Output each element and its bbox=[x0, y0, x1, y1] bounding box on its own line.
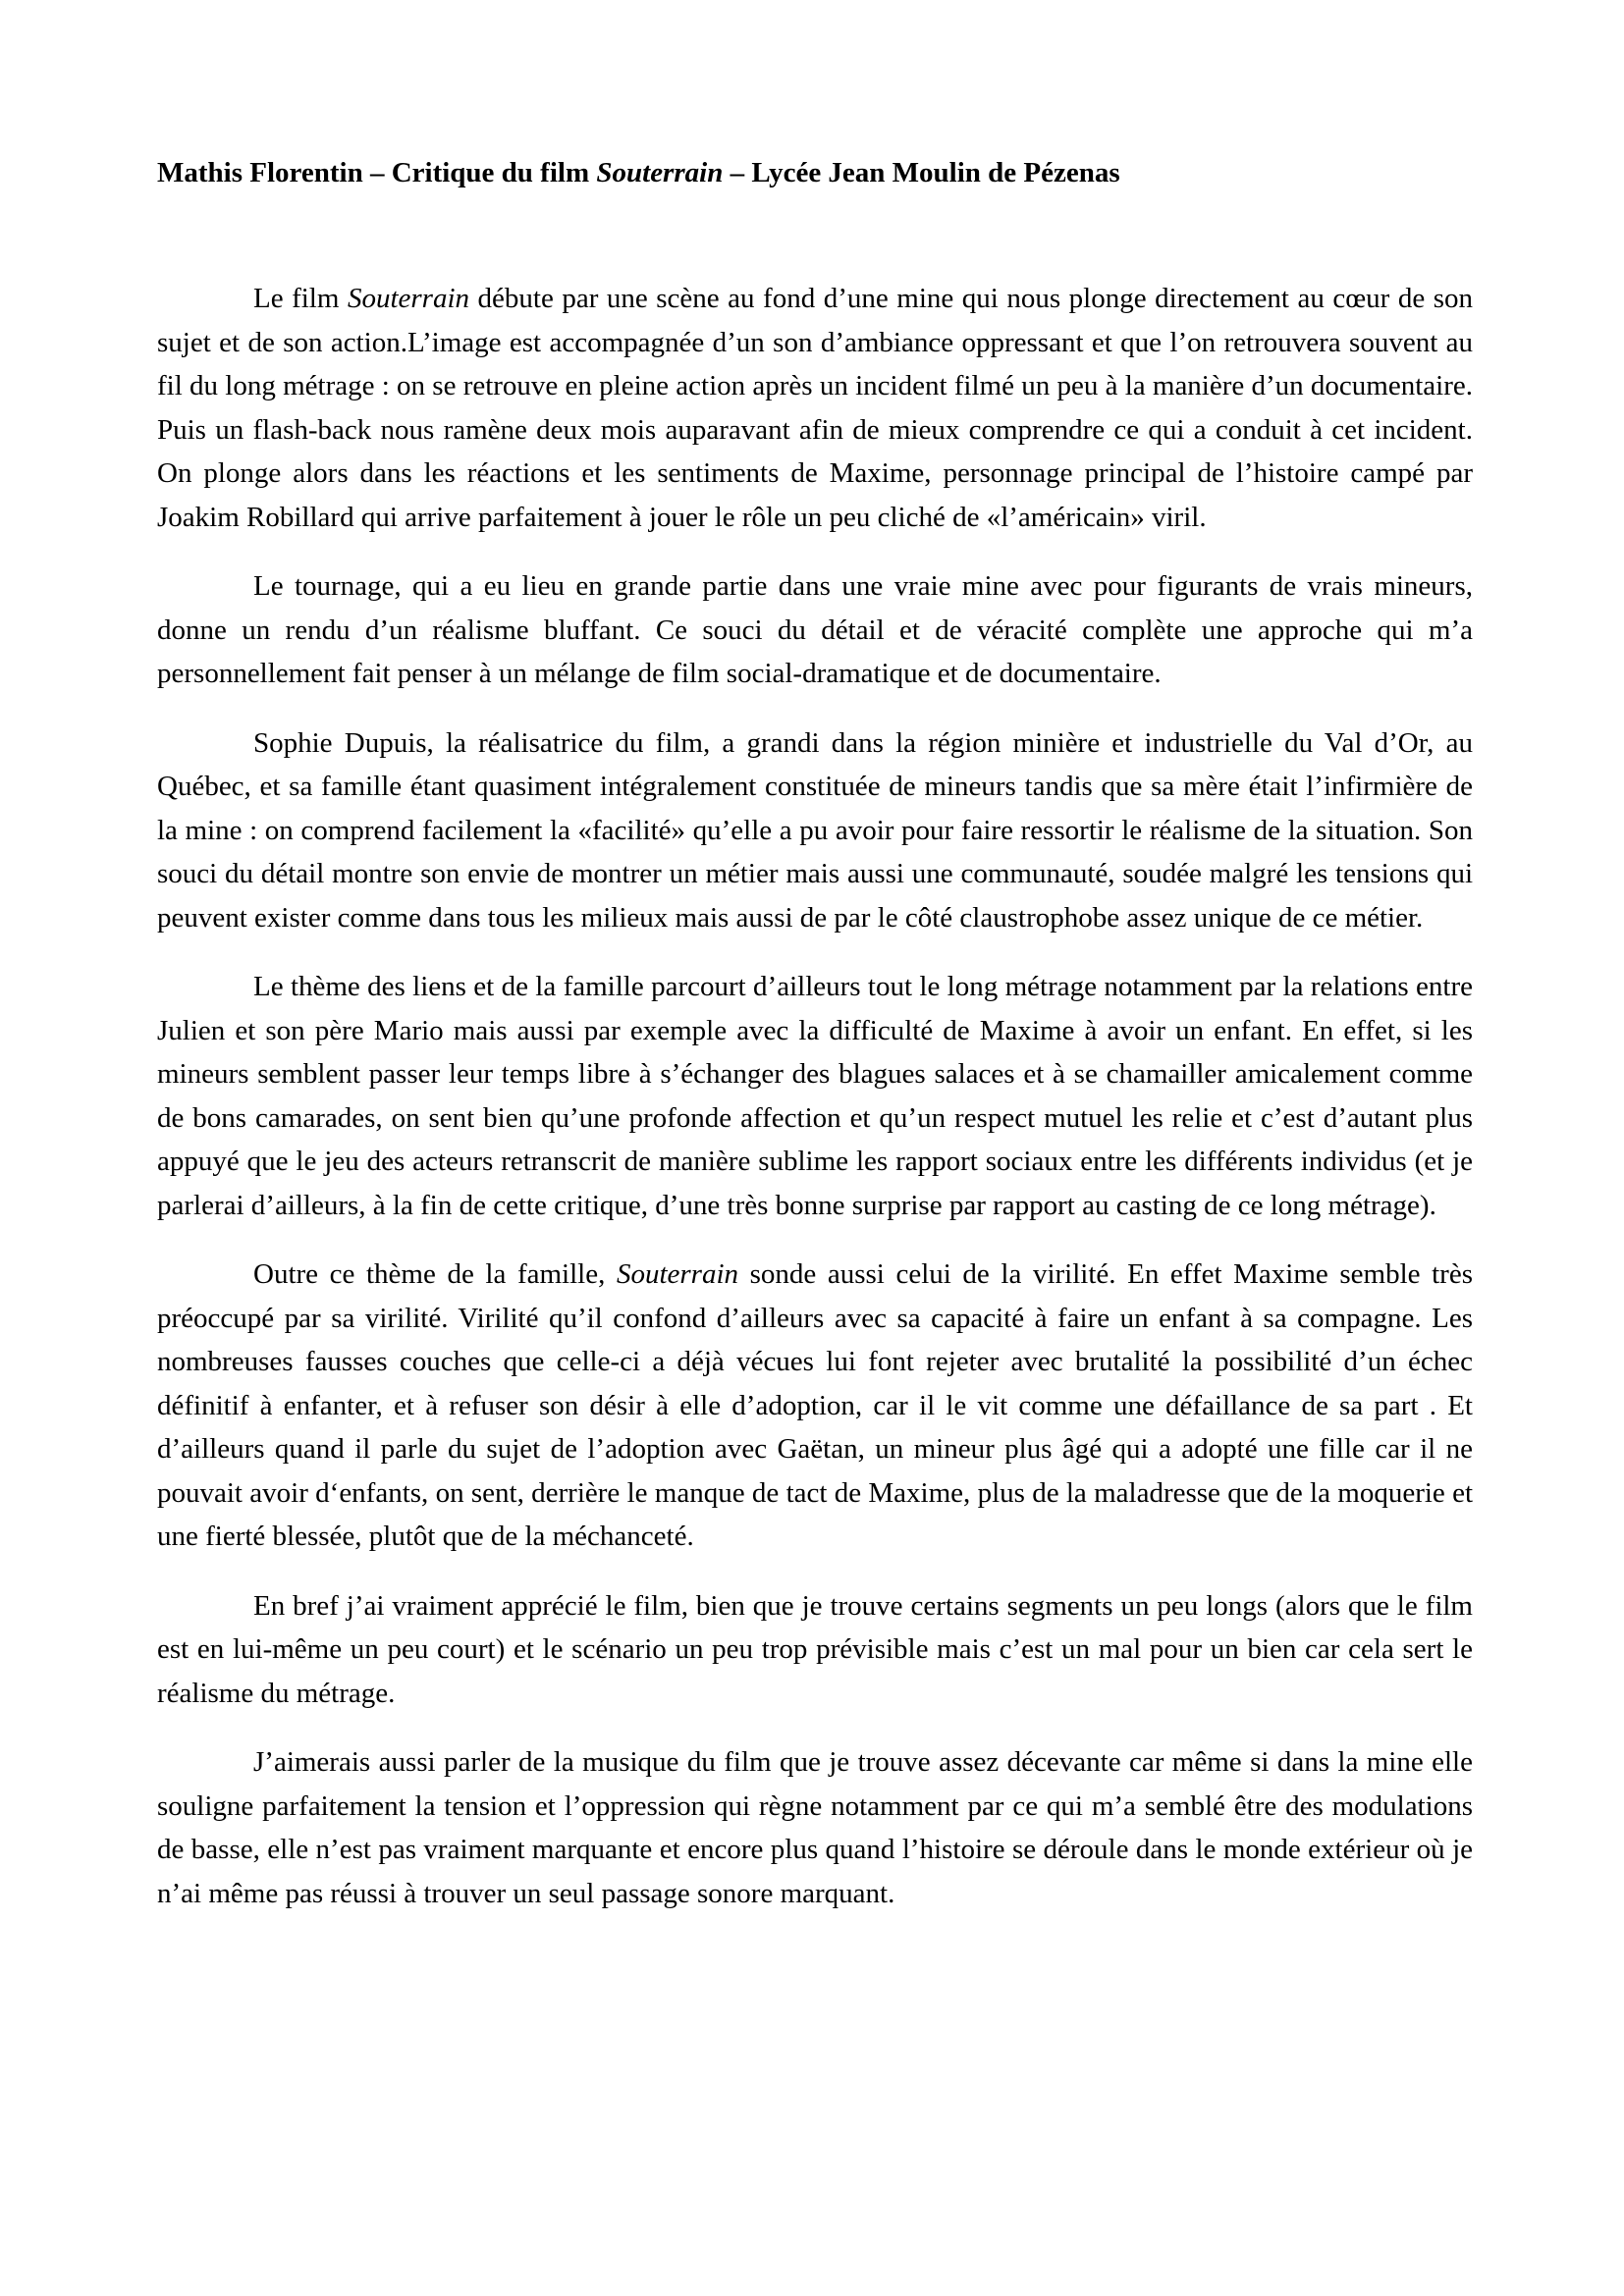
paragraph-5-film-name: Souterrain bbox=[616, 1258, 738, 1290]
paragraph-4: Le thème des liens et de la famille parcourt d’ailleurs tout le long métrage notamment par la relations entre Julien et son père Mario mais aussi par exemple avec la difficulté de Maxime à avoir un enfant. En effet, si les mineurs semblent passer leur temps libre à s’échanger des blagues salaces et à se chamailler amicalement comme de bons camarades, on sent bien qu’une profonde affection et qu’un respect mutuel les relie et c’est d’autant plus appuyé que le jeu des acteurs retranscrit de manière sublime les rapport sociaux entre les différents individus (et je parlerai d’ailleurs, à la fin de cette critique, d’une très bonne surprise par rapport au casting de ce long métrage). bbox=[157, 971, 1473, 1221]
paragraph-1 bbox=[157, 277, 1473, 539]
paragraph-2: Le tournage, qui a eu lieu en grande partie dans une vraie mine avec pour figurants de vrais mineurs, donne un rendu d’un réalisme bluffant. Ce souci du détail et de véracité complète une approche qui m’a personnellement fait penser à un mélange de film social-dramatique et de documentaire. bbox=[157, 570, 1473, 689]
paragraph-5-after: sonde aussi celui de la virilité. En effet Maxime semble très préoccupé par sa virilité. Virilité qu’il confond d’ailleurs avec sa capacité à faire un enfant à sa compagne. Les nombreuses fausses couches que celle-ci a déjà vécues lui font rejeter avec brutalité la possibilité d’un échec définitif à enfanter, et à refuser son désir à elle d’adoption, car il le vit comme une défaillance de sa part . Et d’ailleurs quand il parle du sujet de l’adoption avec Gaëtan, un mineur plus âgé qui a adopté une fille car il ne pouvait avoir d‘enfants, on sent, derrière le manque de tact de Maxime, plus de la maladresse que de la moquerie et une fierté blessée, plutôt que de la méchanceté. bbox=[157, 1258, 1473, 1552]
title-text-before: Mathis Florentin – Critique du film bbox=[157, 157, 597, 188]
document-title bbox=[157, 151, 1473, 194]
paragraph-5 bbox=[157, 1253, 1473, 1559]
paragraph-1-after: débute par une scène au fond d’une mine qui nous plonge directement au cœur de son sujet et de son action.L’image est accompagnée d’un son d’ambiance oppressant et que l’on retrouvera souvent au fil du long métrage : on se retrouve en pleine action après un incident filmé un peu à la manière d’un documentaire. Puis un flash-back nous ramène deux mois auparavant afin de mieux comprendre ce qui a conduit à cet incident. On plonge alors dans les réactions et les sentiments de Maxime, personnage principal de l’histoire campé par Joakim Robillard qui arrive parfaitement à jouer le rôle un peu cliché de «l’américain» viril. bbox=[157, 283, 1473, 533]
paragraph-6: En bref j’ai vraiment apprécié le film, bien que je trouve certains segments un peu longs (alors que le film est en lui-même un peu court) et le scénario un peu trop prévisible mais c’est un mal pour un bien car cela sert le réalisme du métrage. bbox=[157, 1589, 1473, 1709]
paragraph-3: Sophie Dupuis, la réalisatrice du film, a grandi dans la région minière et industrielle du Val d’Or, au Québec, et sa famille étant quasiment intégralement constituée de mineurs tandis que sa mère était l’infirmière de la mine : on comprend facilement la «facilité» qu’elle a pu avoir pour faire ressortir le réalisme de la situation. Son souci du détail montre son envie de montrer un métier mais aussi une communauté, soudée malgré les tensions qui peuvent exister comme dans tous les milieux mais aussi de par le côté claustrophobe assez unique de ce métier. bbox=[157, 726, 1473, 934]
paragraph-7: J’aimerais aussi parler de la musique du film que je trouve assez décevante car même si dans la mine elle souligne parfaitement la tension et l’oppression qui règne notamment par ce qui m’a semblé être des modulations de basse, elle n’est pas vraiment marquante et encore plus quand l’histoire se déroule dans le monde extérieur où je n’ai même pas réussi à trouver un seul passage sonore marquant. bbox=[157, 1746, 1473, 1909]
title-text-after: – Lycée Jean Moulin de Pézenas bbox=[723, 157, 1120, 188]
paragraph-5-before: Outre ce thème de la famille, bbox=[253, 1258, 617, 1290]
document-body bbox=[157, 277, 1473, 1941]
paragraph-1-film-name: Souterrain bbox=[347, 283, 470, 314]
paragraph-1-before: Le film bbox=[253, 283, 348, 314]
title-film-name: Souterrain bbox=[596, 157, 724, 188]
